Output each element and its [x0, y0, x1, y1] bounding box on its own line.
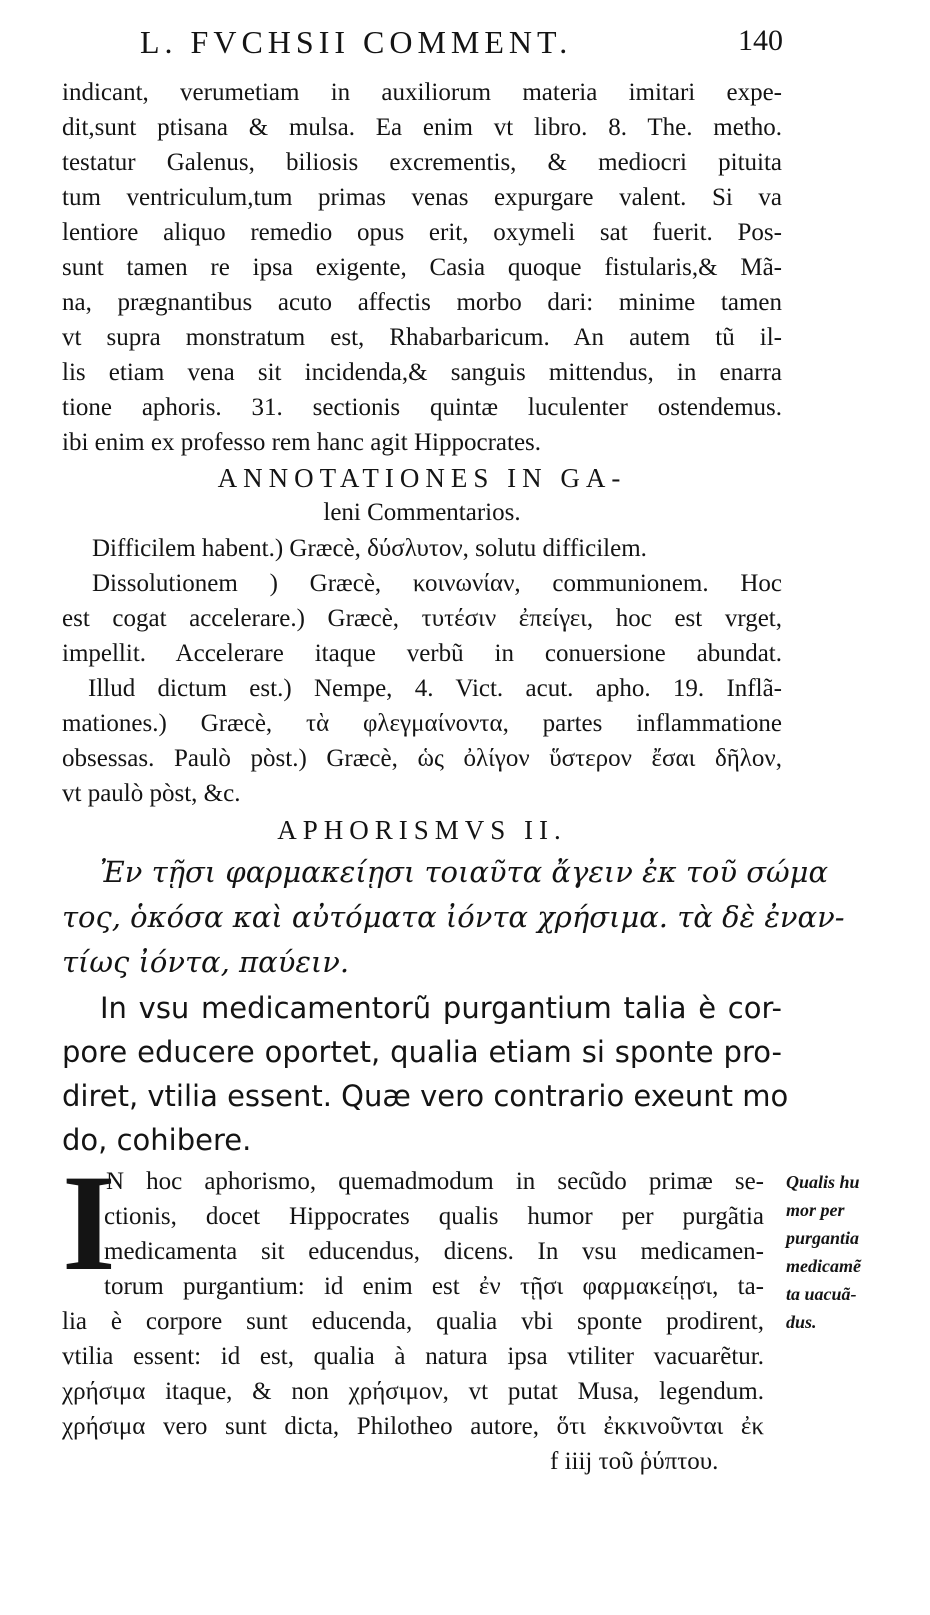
margin-note-line: medicamẽ [786, 1256, 861, 1276]
aphorism-latin-line: In vsu medicamentorũ purgantium talia è cor- [100, 991, 782, 1025]
body-line: sunt tamen re ipsa exigente, Casia quoque fistularis,& Mã- [62, 254, 782, 281]
annotations-heading: ANNOTATIONES IN GA- [217, 463, 627, 493]
aphorism-latin-line: pore educere oportet, qualia etiam si sponte pro- [62, 1035, 782, 1069]
aphorism-heading: APHORISMVS II. [277, 815, 567, 845]
commentary-line: ctionis, docet Hippocrates qualis humor per purgãtia [104, 1203, 764, 1230]
aphorism-latin-line: do, cohibere. [62, 1123, 252, 1157]
commentary-line: vtilia essent: id est, qualia à natura ipsa vtiliter vacuarẽtur. [62, 1343, 764, 1370]
body-line: tum ventriculum,tum primas venas expurgare valent. Si va [62, 184, 782, 211]
page-number: 140 [738, 24, 783, 57]
aphorism-greek-line: τος, ὁκόσα καὶ αὐτόματα ἰόντα χρήσιμα. τὰ δὲ ἐναν- [62, 900, 845, 934]
commentary-line: χρήσιμα vero sunt dicta, Philotheo autore, ὅτι ἐκκινοῦνται ἐκ [62, 1413, 764, 1440]
drop-capital: I [62, 1146, 116, 1299]
commentary-line: N hoc aphorismo, quemadmodum in secũdo primæ se- [106, 1168, 764, 1195]
body-line: vt supra monstratum est, Rhabarbaricum. An autem tũ il- [62, 324, 782, 351]
body-line: dit,sunt ptisana & mulsa. Ea enim vt libro. 8. The. metho. [62, 114, 782, 141]
margin-note-line: mor per [786, 1200, 845, 1220]
aphorism-greek-line: τίως ἰόντα, παύειν. [62, 945, 350, 979]
margin-note-line: dus. [786, 1312, 817, 1332]
body-line: lis etiam vena sit incidenda,& sanguis mittendus, in enarra [62, 359, 782, 386]
annotation-line: Illud dictum est.) Nempe, 4. Vict. acut. apho. 19. Inflã- [88, 675, 782, 702]
annotation-line: mationes.) Græcè, τὰ φλεγμαίνοντα, partes inflammatione [62, 710, 782, 737]
body-line: testatur Galenus, biliosis excrementis, & mediocri pituita [62, 149, 782, 176]
running-header: L. FVCHSII COMMENT. [140, 24, 573, 60]
aphorism-greek-line: Ἐν τῇσι φαρμακείῃσι τοιαῦτα ἄγειν ἐκ τοῦ σώμα [100, 855, 829, 889]
commentary-line: medicamenta sit educendus, dicens. In vsu medicamen- [104, 1238, 764, 1265]
annotations-subheading: leni Commentarios. [323, 499, 521, 526]
margin-note-line: purgantia [786, 1228, 860, 1248]
margin-note-line: Qualis hu [786, 1172, 860, 1192]
annotation-line: est cogat accelerare.) Græcè, τυτέσιν ἐπείγει, hoc est vrget, [62, 605, 782, 632]
aphorism-latin-line: diret, vtilia essent. Quæ vero contrario exeunt mo [62, 1079, 789, 1113]
body-line: indicant, verumetiam in auxiliorum materia imitari expe- [62, 79, 782, 106]
body-line: na, prægnantibus acuto affectis morbo dari: minime tamen [62, 289, 782, 316]
signature-catchword: f iiij τοῦ ῥύπτου. [550, 1448, 719, 1475]
commentary-line: lia è corpore sunt educenda, qualia vbi sponte prodirent, [62, 1308, 764, 1335]
body-line: lentiore aliquo remedio opus erit, oxymeli sat fuerit. Pos- [62, 219, 782, 246]
annotation-line: Difficilem habent.) Græcè, δύσλυτον, solutu difficilem. [92, 535, 647, 562]
body-line: ibi enim ex professo rem hanc agit Hippocrates. [62, 429, 542, 456]
body-line: tione aphoris. 31. sectionis quintæ luculenter ostendemus. [62, 394, 782, 421]
annotation-line: Dissolutionem ) Græcè, κοινωνίαν, communionem. Hoc [92, 570, 782, 597]
commentary-line: χρήσιμα itaque, & non χρήσιμον, vt putat Musa, legendum. [62, 1378, 764, 1405]
annotation-line: impellit. Accelerare itaque verbũ in conuersione abundat. [62, 640, 782, 667]
commentary-line: torum purgantium: id enim est ἐν τῇσι φαρμακείῃσι, ta- [104, 1273, 764, 1300]
annotation-line: obsessas. Paulò pòst.) Græcè, ὡς ὀλίγον ὕστερον ἔσαι δῆλον, [62, 745, 782, 772]
margin-note-line: ta uacuã- [786, 1284, 857, 1304]
annotation-line: vt paulò pòst, &c. [62, 780, 241, 807]
